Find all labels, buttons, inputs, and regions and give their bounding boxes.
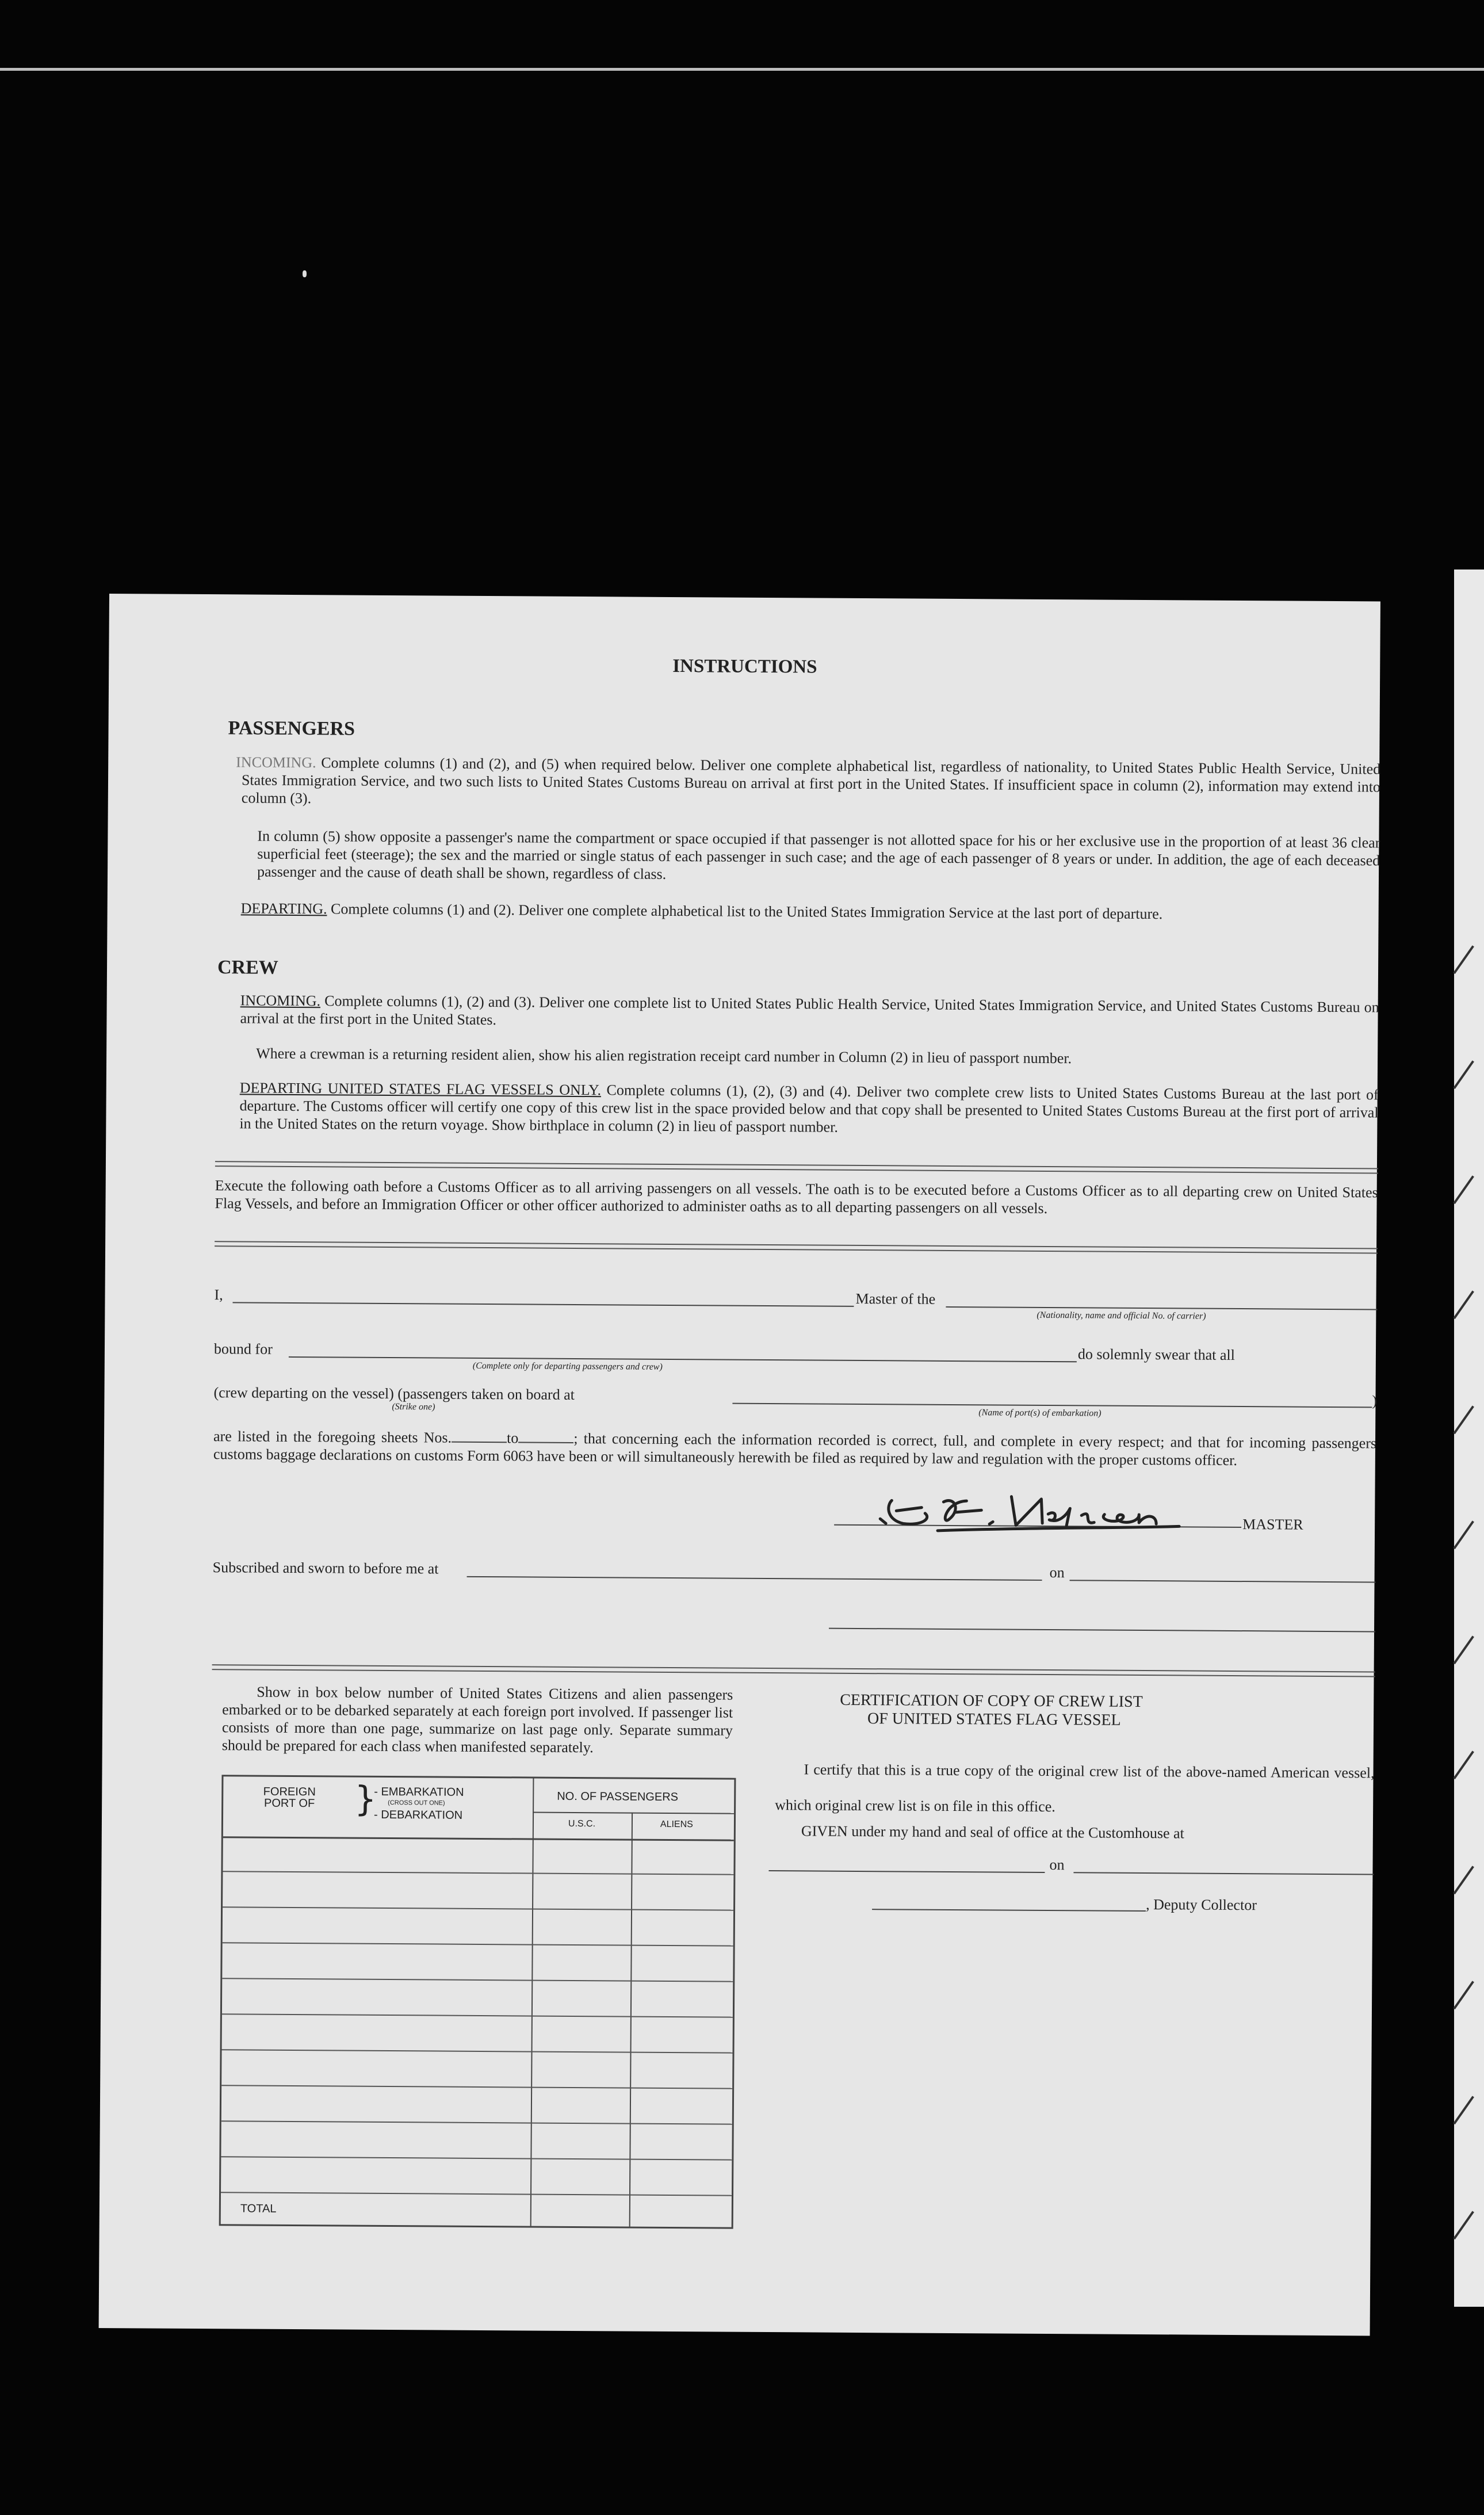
table-row	[221, 2085, 732, 2089]
oath-intro: Execute the following oath before a Customs Officer as to all arriving passengers on all vessels. The oath is to be executed before a Customs Officer as to all departing crew on United States Flag Vessels, and before an Immigration Officer or other officer authorized to administer oaths as to all departing passengers on all vessels.	[215, 1177, 1378, 1217]
table-row	[222, 2013, 733, 2017]
embarkation-label: - EMBARKATION	[374, 1785, 464, 1799]
given-text: GIVEN under my hand and seal of office at the Customhouse at	[801, 1822, 1184, 1842]
passengers-heading: PASSENGERS	[228, 717, 355, 740]
port-note: (Name of port(s) of embarkation)	[978, 1408, 1101, 1419]
subscribed-label: Subscribed and sworn to before me at	[212, 1559, 439, 1577]
subscribed-on-label: on	[1049, 1564, 1065, 1581]
customhouse-field[interactable]	[768, 1870, 1045, 1873]
table-row	[222, 1978, 733, 1982]
deputy-collector-label: , Deputy Collector	[1146, 1896, 1257, 1914]
certification-on-label: on	[1049, 1856, 1065, 1874]
table-row	[221, 2120, 732, 2124]
crew-departing-text: Complete columns (1), (2), (3) and (4). Deliver two complete crew lists to United States Customs Bureau at the last port of departure. The Customs officer will certify one copy of this crew list in the space provided below and that copy shall be presented to United States Customs Bureau at the first port of arrival in the United States on the return voyage. Show birthplace in column (2) in lieu of passport number.	[239, 1081, 1379, 1136]
column5-paragraph: In column (5) show opposite a passenger's name the compartment or space occupied if that passenger is not allotted space for his or her exclusive use in the proportion of at least 36 clear superficial feet (steerage); the sex and the married or single status of each passenger in such case; and the age of each passenger of 8 years or under. In addition, the age of each deceased passenger and the cause of death shall be shown, regardless of class.	[257, 827, 1380, 882]
table-row	[223, 1871, 733, 1875]
table-row	[222, 2049, 733, 2053]
table-row	[223, 1906, 733, 1910]
crew-resident-paragraph: Where a crewman is a returning resident alien, show his alien registration receipt card number in Column (2) in lieu of passport number.	[256, 1045, 1072, 1067]
passenger-departing-paragraph	[241, 899, 1380, 924]
col-no-passengers: NO. OF PASSENGERS	[557, 1790, 679, 1804]
scan-speck	[303, 270, 307, 277]
swear-text: do solemnly swear that all	[1077, 1346, 1235, 1363]
certification-date-field[interactable]	[1073, 1872, 1374, 1875]
divider	[212, 1664, 1375, 1672]
col-aliens: ALIENS	[660, 1819, 693, 1830]
divider	[215, 1241, 1378, 1249]
col-foreign-port: FOREIGN PORT OF	[263, 1785, 316, 1810]
crew-incoming-text: Complete columns (1), (2) and (3). Deliver one complete list to United States Public Health Service, United States Immigration Service, and United States Customs Bureau on arrival at the first port in the United States.	[240, 992, 1379, 1029]
embarkation-port-field[interactable]	[732, 1403, 1372, 1408]
deputy-collector-signature-field[interactable]	[872, 1909, 1146, 1912]
table-row	[221, 2192, 732, 2196]
crew-heading: CREW	[217, 957, 278, 979]
close-paren: )	[1372, 1392, 1378, 1409]
cross-out-note: (CROSS OUT ONE)	[388, 1799, 445, 1807]
signature-image	[869, 1484, 1191, 1538]
passenger-summary-table	[219, 1775, 736, 2229]
divider	[215, 1161, 1378, 1169]
departing-label: DEPARTING.	[240, 900, 327, 918]
table-header	[223, 1776, 735, 1841]
master-of-label: Master of the	[855, 1290, 936, 1308]
col-usc: U.S.C.	[568, 1818, 596, 1829]
bound-for-label: bound for	[213, 1340, 273, 1358]
adjacent-page-edge	[1454, 569, 1484, 2307]
brace-icon: }	[354, 1779, 377, 1820]
officer-signature-field[interactable]	[829, 1628, 1375, 1633]
crew-departing-paragraph	[239, 1079, 1379, 1139]
listed-prefix: are listed in the foregoing sheets Nos.	[213, 1428, 452, 1446]
master-label: MASTER	[1242, 1516, 1303, 1533]
no-passengers-underline	[533, 1812, 734, 1814]
total-label: TOTAL	[240, 2202, 277, 2215]
bound-for-note: (Complete only for departing passengers and crew)	[472, 1360, 663, 1372]
strike-one-note: (Strike one)	[392, 1402, 435, 1412]
incoming-text: Complete columns (1) and (2), and (5) when required below. Deliver one complete alphabetical list, regardless of nationality, to United States Public Health Service, United States Immigration Service, and two such lists to United States Customs Bureau on arrival at first port in the United States. If insufficient space in column (2), information may extend into column (3).	[241, 754, 1381, 807]
summary-instructions: Show in box below number of United States Citizens and alien passengers embarked or to be debarked separately at each foreign port involved. If passenger list consists of more than one page, summarize on last page only. Separate summary should be prepared for each class when manifested separately.	[221, 1683, 733, 1756]
crew-departing-label: DEPARTING UNITED STATES FLAG VESSELS ONLY.	[239, 1079, 602, 1099]
certify-paragraph: I certify that this is a true copy of the original crew list of the above-named American vessel, which original crew list is on file in this office.	[775, 1761, 1375, 1815]
master-name-field[interactable]	[232, 1302, 854, 1307]
certification-title-2: OF UNITED STATES FLAG VESSEL	[867, 1710, 1121, 1729]
sheet-to-field[interactable]	[518, 1429, 573, 1443]
passenger-incoming-paragraph	[236, 753, 1381, 813]
carrier-field[interactable]	[946, 1306, 1377, 1310]
instructions-title: INSTRUCTIONS	[672, 655, 817, 678]
crew-incoming-label: INCOMING.	[240, 992, 321, 1010]
subscribed-date-field[interactable]	[1070, 1580, 1376, 1583]
subscribed-place-field[interactable]	[467, 1576, 1042, 1581]
crew-passengers-text: (crew departing on the vessel) (passengers taken on board at	[213, 1384, 575, 1403]
sheet-from-field[interactable]	[452, 1429, 507, 1443]
scanner-edge-line	[0, 68, 1484, 71]
certification-title-1: CERTIFICATION OF COPY OF CREW LIST	[840, 1691, 1143, 1711]
incoming-label: INCOMING.	[236, 754, 316, 771]
table-row	[221, 2156, 732, 2160]
listed-text: ; that concerning each the information recorded is correct, full, and complete in every respect; and that for incoming passengers customs baggage declarations on customs Form 6063 have been or will simultaneously herewith be filed as required by law and regulation with the proper customs officer.	[213, 1430, 1377, 1469]
debarkation-label: - DEBARKATION	[373, 1808, 463, 1822]
oath-i-label: I,	[214, 1286, 223, 1304]
departing-text: Complete columns (1) and (2). Deliver one complete alphabetical list to the United States Immigration Service at the last port of departure.	[330, 900, 1163, 923]
carrier-note: (Nationality, name and official No. of carrier)	[1036, 1310, 1206, 1321]
crew-incoming-paragraph	[240, 991, 1379, 1034]
form-page	[99, 594, 1380, 2336]
to-label: to	[506, 1430, 519, 1447]
table-row	[223, 1942, 733, 1946]
listed-paragraph	[213, 1427, 1376, 1470]
bound-for-field[interactable]	[289, 1356, 1077, 1362]
